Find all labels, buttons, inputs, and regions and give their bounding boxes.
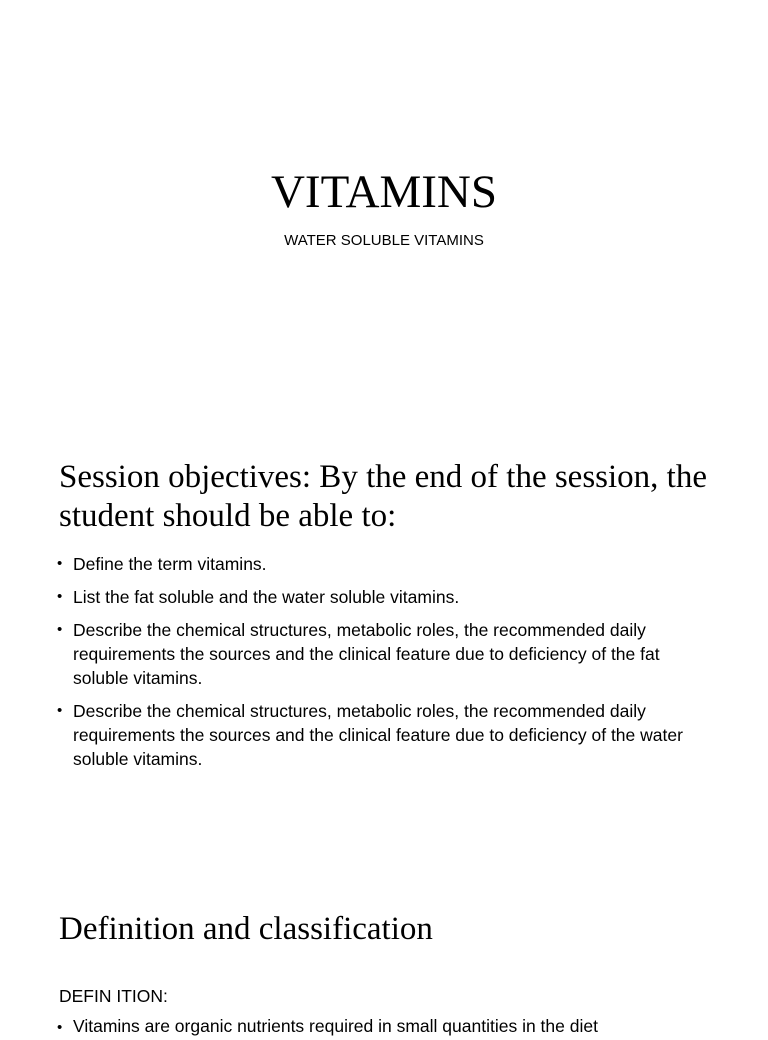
definition-slide bbox=[0, 864, 768, 1036]
definition-label: DEFIN ITION: bbox=[59, 986, 168, 1006]
title-slide bbox=[0, 0, 768, 432]
objective-item bbox=[57, 618, 707, 690]
definition-heading: Definition and classification bbox=[59, 911, 433, 947]
objective-item bbox=[57, 699, 707, 771]
slide-title: VITAMINS bbox=[270, 166, 497, 218]
objective-text: List the fat soluble and the water soluble vitamins. bbox=[73, 587, 460, 607]
objectives-heading: Session objectives: By the end of the session, the student should be able to: bbox=[59, 459, 707, 534]
definition-bullet bbox=[57, 1014, 757, 1040]
objective-text: Describe the chemical structures, metabolic roles, the recommended daily requirements the sources and the clinical feature due to deficiency of the fat soluble vitamins. bbox=[73, 620, 660, 688]
definition-text: Vitamins are organic nutrients required in small quantities in the diet bbox=[73, 1016, 598, 1036]
bullet-icon: • bbox=[57, 555, 63, 572]
bullet-icon: • bbox=[57, 588, 63, 605]
bullet-icon: • bbox=[57, 1019, 63, 1036]
objective-item bbox=[57, 585, 707, 609]
objective-text: Define the term vitamins. bbox=[73, 554, 267, 574]
objective-item bbox=[57, 552, 707, 576]
objective-text: Describe the chemical structures, metabolic roles, the recommended daily requirements the sources and the clinical feature due to deficiency of the water soluble vitamins. bbox=[73, 701, 683, 769]
slide-subtitle: WATER SOLUBLE VITAMINS bbox=[284, 232, 484, 249]
objectives-list bbox=[57, 552, 707, 780]
objectives-slide bbox=[0, 432, 768, 864]
bullet-icon: • bbox=[57, 621, 63, 638]
bullet-icon: • bbox=[57, 702, 63, 719]
